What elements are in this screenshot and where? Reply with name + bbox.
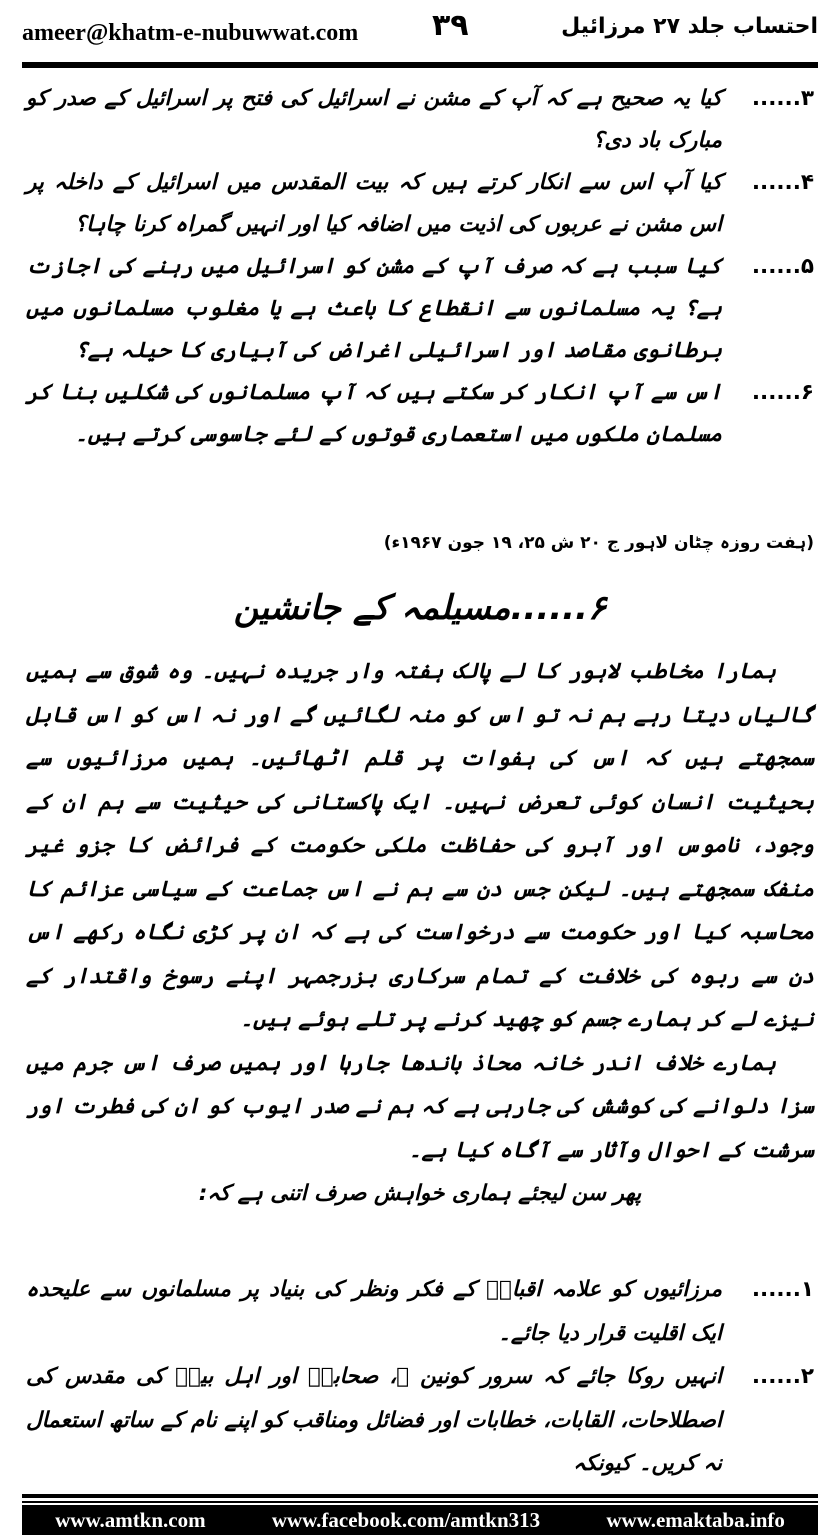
footer-link-facebook[interactable]: www.facebook.com/amtkn313 bbox=[271, 1507, 541, 1532]
question-number: ۵...... bbox=[751, 254, 814, 279]
question-text: کیا آپ اس سے انکار کرتے ہیں کہ بیت المقدس میں اسرائیل کے داخلہ پر اس مشن نے عربوں کی اذیت میں اضافہ کیا اور انہیں گمراہ کرنا چاہا؟ bbox=[26, 170, 722, 237]
demand-item bbox=[26, 1355, 814, 1486]
question-number: ۴...... bbox=[751, 170, 814, 195]
demand-list bbox=[26, 1268, 814, 1486]
footer-link-amtkn[interactable]: www.amtkn.com bbox=[55, 1507, 206, 1532]
footer-bar bbox=[22, 1505, 818, 1535]
section-heading: ۶......مسیلمہ کے جانشین bbox=[233, 588, 607, 628]
header-email: ameer@khatm-e-nubuwwat.com bbox=[22, 20, 359, 46]
question-text: اس سے آپ انکار کر سکتے ہیں کہ آپ مسلمانوں کی شکلیں بنا کر مسلمان ملکوں میں استعماری قوتوں کے لئے جاسوسی کرتے ہیں۔ bbox=[26, 380, 722, 447]
question-list bbox=[26, 78, 814, 456]
question-text: کیا سبب ہے کہ صرف آپ کے مشن کو اسرائیل میں رہنے کی اجازت ہے؟ یہ مسلمانوں سے انقطاع کا باعث ہے یا مغلوب مسلمانوں میں برطانوی مقاصد اور اسرائیلی اغراض کی آبیاری کا حیلہ ہے؟ bbox=[26, 254, 722, 363]
page-number: ۳۹ bbox=[432, 8, 469, 43]
question-item bbox=[26, 78, 814, 162]
demand-text: انہیں روکا جائے کہ سرور کونین ﷺ، صحابہؓ اور اہل بیتؓ کی مقدس کی اصطلاحات، القابات، خطابات اور فضائل ومناقب کو اپنے نام کے ساتھ استعمال نہ کریں۔ کیونکہ bbox=[26, 1364, 722, 1476]
footer-link-emaktaba[interactable]: www.emaktaba.info bbox=[606, 1507, 785, 1532]
paragraph: ہمارا مخاطب لاہور کا لے پالک ہفتہ وار جریدہ نہیں۔ وہ شوق سے ہمیں گالیاں دیتا رہے ہم نہ تو اس کو منہ لگائیں گے اور نہ اس کو اس قابل سمجھتے ہیں کہ اس کی ہفوات پر قلم اٹھائیں۔ ہمیں مرزائیوں سے بحیثیت انسان کوئی تعرض نہیں۔ ایک پاکستانی کی حیثیت سے ہم ان کے وجود، ناموس اور آبرو کی حفاظت ملکی حکومت کے فرائض کا جزو غیر منفک سمجھتے ہیں۔ لیکن جس دن سے ہم نے اس جماعت کے سیاسی عزائم کا محاسبہ کیا اور حکومت سے درخواست کی ہے کہ ان پر کڑی نگاہ رکھے اس دن سے ربوہ کی خلافت کے تمام سرکاری بزرجمہر اپنے رسوخ واقتدار کے نیزے لے کر ہمارے جسم کو چھید کرنے پر تلے ہوئے ہیں۔ bbox=[26, 659, 814, 1032]
question-item bbox=[26, 372, 814, 456]
paragraph: ہمارے خلاف اندر خانہ محاذ باندھا جارہا اور ہمیں صرف اس جرم میں سزا دلوانے کی کوشش کی جارہی ہے کہ ہم نے صدر ایوب کو ان کی فطرت اور سرشت کے احوال وآثار سے آگاہ کیا ہے۔ bbox=[26, 1050, 814, 1163]
book-title: احتساب جلد ۲۷ مرزائیل bbox=[561, 14, 818, 39]
question-number: ۳...... bbox=[751, 86, 814, 111]
demand-number: ۲...... bbox=[751, 1364, 814, 1389]
footer-rule bbox=[22, 1494, 818, 1498]
demand-number: ۱...... bbox=[751, 1277, 814, 1302]
question-number: ۶...... bbox=[751, 380, 814, 405]
source-reference: (ہفت روزہ چٹان لاہور ج ۲۰ ش ۲۵، ۱۹ جون ۱۹۶۷ء) bbox=[383, 533, 814, 553]
prose-body bbox=[26, 650, 814, 1216]
demand-text: مرزائیوں کو علامہ اقبالؒ کے فکر ونظر کی بنیاد پر مسلمانوں سے علیحدہ ایک اقلیت قرار دیا جائے۔ bbox=[26, 1277, 722, 1346]
demand-item bbox=[26, 1268, 814, 1355]
question-text: کیا یہ صحیح ہے کہ آپ کے مشن نے اسرائیل کی فتح پر اسرائیل کے صدر کو مبارک باد دی؟ bbox=[26, 86, 722, 153]
page-header bbox=[22, 8, 818, 52]
question-item bbox=[26, 246, 814, 372]
header-rule bbox=[22, 62, 818, 68]
paragraph: پھر سن لیجئے ہماری خواہش صرف اتنی ہے کہ: bbox=[198, 1181, 642, 1206]
footer-rule-thin bbox=[22, 1501, 818, 1503]
question-item bbox=[26, 162, 814, 246]
